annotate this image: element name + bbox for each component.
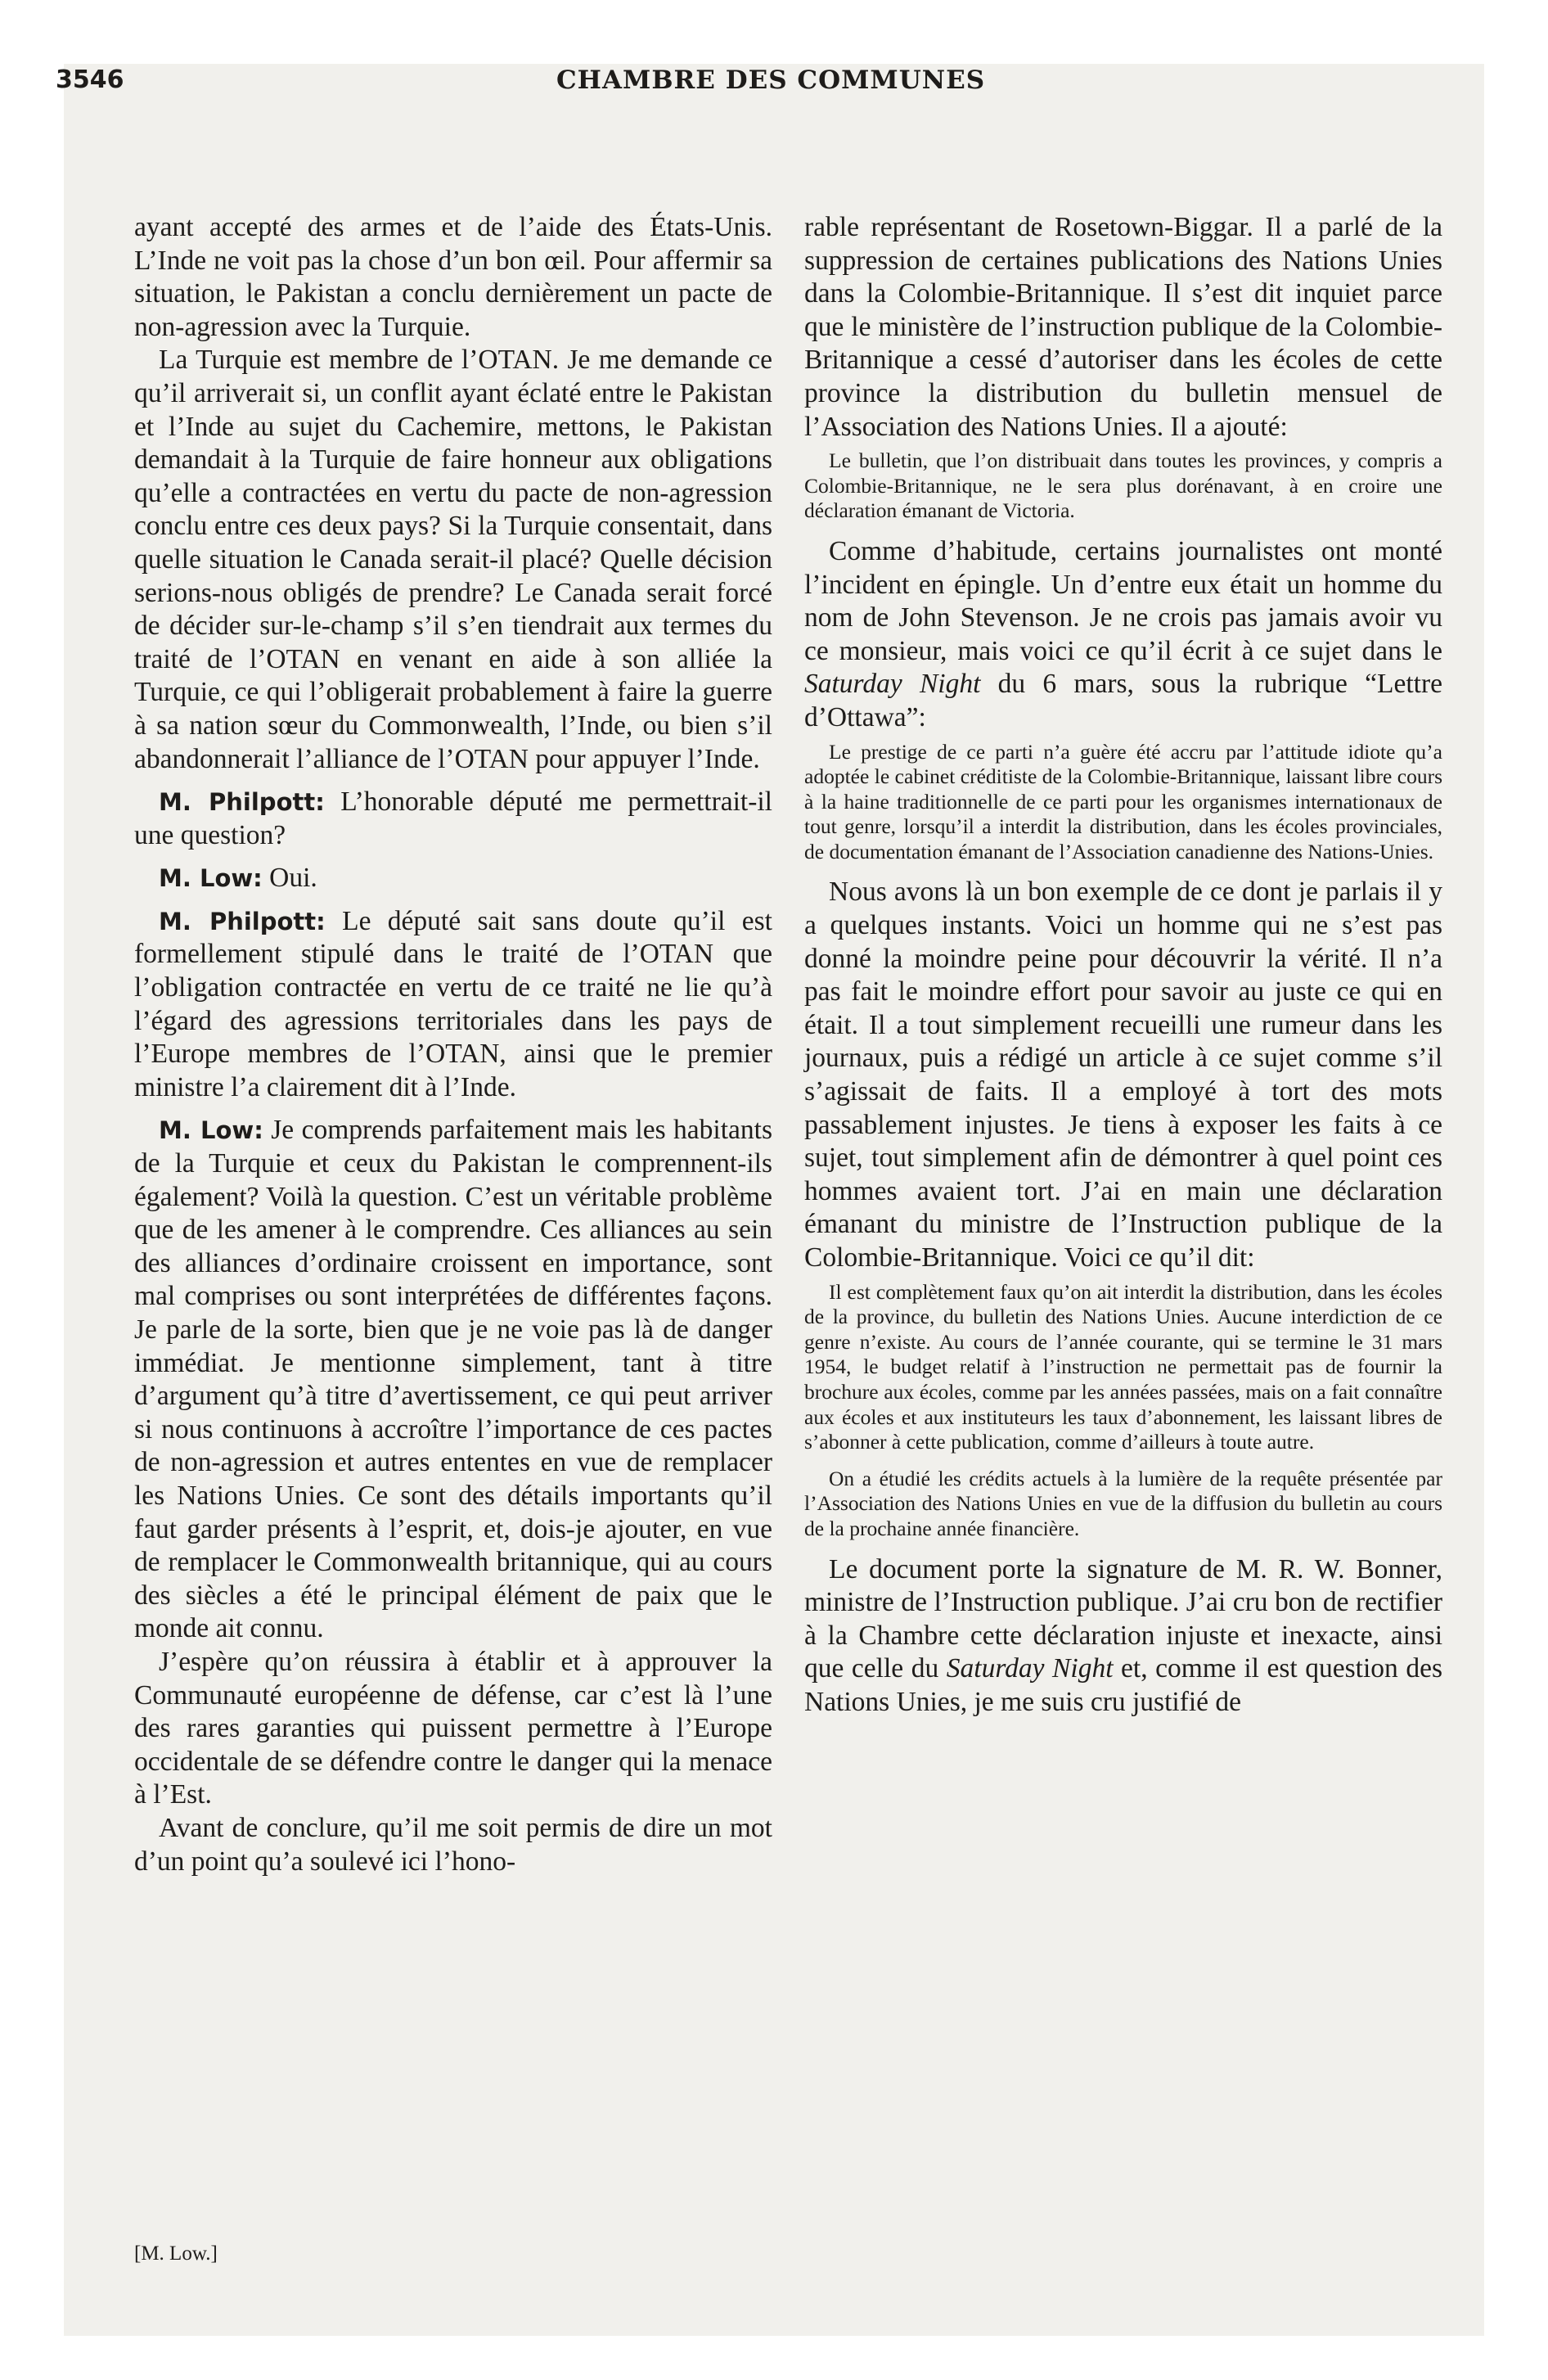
paragraph: [804, 535, 1442, 735]
paragraph-text: du 6 mars, sous la rubrique “Lettre d’Ottawa”:: [804, 669, 1442, 732]
quotation: On a étudié les crédits actuels à la lumière de la requête présentée par l’Association des Nations Unies en vue de la diffusion du bulletin au cours de la prochaine année financière.: [804, 1466, 1442, 1540]
publication-title: Saturday Night: [804, 669, 981, 700]
paragraph-text: Comme d’habitude, certains journalistes ont monté l’incident en épingle. Un d’entre eux était un homme du nom de John Stevenson. Je ne crois pas jamais avoir vu ce monsieur, mais voici ce qu’il écrit à ce sujet dans le: [804, 535, 1442, 666]
running-title: CHAMBRE DES COMMUNES: [556, 65, 986, 95]
quotation: Le bulletin, que l’on distribuait dans toutes les provinces, y compris a Colombie-Britannique, ne le sera plus dorénavant, à en croire une déclaration émanant de Victoria.: [804, 449, 1442, 523]
paragraph: ayant accepté des armes et de l’aide des États-Unis. L’Inde ne voit pas la chose d’un bon œil. Pour affermir sa situation, le Pakistan a conclu dernièrement un pacte de non-agression avec la Turquie.: [134, 212, 772, 342]
quotation: Le prestige de ce parti n’a guère été accru par l’attitude idiote qu’a adoptée le cabinet créditiste de la Colombie-Britannique, laissant libre cours à la haine traditionnelle de ce parti pour les organismes internationaux de tout genre, lorsqu’il a interdit la distribution, dans les écoles provinciales, de documentation émanant de l’Association canadienne des Nations-Unies.: [804, 739, 1442, 863]
quotation: Il est complètement faux qu’on ait interdit la distribution, dans les écoles de la province, du bulletin des Nations Unies. Aucune interdiction de ce genre n’existe. Au cours de l’année courante, qui se termine le 31 mars 1954, le budget relatif à l’instruction ne permettait pas de fournir la brochure aux écoles, comme par les années passées, mais on a fait connaître aux écoles et aux instituteurs les taux d’abonnement, les laissant libres de s’abonner à cette publication, comme d’ailleurs à toute autre.: [804, 1279, 1442, 1454]
paragraph: [134, 1114, 772, 1646]
speech-text: L’honorable député me permettrait-il une question?: [134, 787, 772, 850]
speaker-name: M. Low:: [159, 1116, 263, 1145]
speech-text: Le député sait sans doute qu’il est formellement stipulé dans le traité de l’OTAN que l’obligation contractée en vertu de ce traité ne lie qu’à l’égard des agressions territoriales dans les pays de l’Europe membres de l’OTAN, ainsi que le premier ministre l’a clairement dit à l’Inde.: [134, 905, 772, 1102]
paragraph: La Turquie est membre de l’OTAN. Je me demande ce qu’il arriverait si, un conflit ayant éclaté entre le Pakistan et l’Inde au sujet du Cachemire, mettons, le Pakistan demandait à la Turquie de faire honneur aux obligations qu’elle a contractées en vertu du pacte de non-agression conclu entre ces deux pays? Si la Turquie consentait, dans quelle situation le Canada serait-il placé? Quelle décision serions-nous obligés de prendre? Le Canada serait forcé de décider sur-le-champ s’il s’en tiendrait aux termes du traité de l’OTAN en venant en aide à son alliée la Turquie, ce qui l’obligerait probablement à faire la guerre à sa nation sœur du Commonwealth, l’Inde, ou bien s’il abandonnerait l’alliance de l’OTAN pour appuyer l’Inde.: [134, 345, 772, 774]
speech-text: Oui.: [262, 863, 317, 894]
paragraph: [134, 905, 772, 1105]
paragraph: rable représentant de Rosetown-Biggar. Il a parlé de la suppression de certaines publications des Nations Unies dans la Colombie-Britannique. Il s’est dit inquiet parce que le ministère de l’instruction publique de la Colombie-Britannique a cessé d’autoriser dans les écoles de cette province la distribution du bulletin mensuel de l’Association des Nations Unies. Il a ajouté:: [804, 212, 1442, 442]
paragraph: [134, 862, 772, 895]
paragraph: J’espère qu’on réussira à établir et à approuver la Communauté européenne de défense, car c’est là l’une des rares garanties qui puissent permettre à l’Europe occidentale de se défendre contre le danger qui la menace à l’Est.: [134, 1646, 772, 1810]
speech-text: Je comprends parfaitement mais les habitants de la Turquie et ceux du Pakistan le comprennent-ils également? Voilà la question. C’est un véritable problème que de les amener à le comprendre. Ces alliances au sein des alliances d’ordinaire croissent en importance, sont mal comprises ou sont interprétées de différentes façons. Je parle de la sorte, bien que je ne voie pas là de danger immédiat. Je mentionne simplement, tant à titre d’argument qu’à titre d’avertissement, ce qui peut arriver si nous continuons à accroître l’importance de ces pactes de non-agression et autres ententes en vue de remplacer les Nations Unies. Ce sont des détails importants qu’il faut garder présents à l’esprit, et, dois-je ajouter, en vue de remplacer le Commonwealth britannique, qui au cours des siècles a été le principal élément de paix que le monde ait connu.: [134, 1115, 773, 1644]
publication-title: Saturday Night: [946, 1653, 1114, 1684]
speaker-reference: [M. Low.]: [134, 2243, 218, 2265]
paragraph-text: Le document porte la signature de M. R. W. Bonner, ministre de l’Instruction publique. J’ai cru bon de rectifier à la Chambre cette déclaration injuste et inexacte, ainsi que celle du: [804, 1553, 1442, 1684]
paragraph: [134, 786, 772, 852]
speaker-name: M. Philpott:: [159, 907, 326, 935]
speaker-name: M. Philpott:: [159, 788, 325, 817]
page-number: 3546: [56, 65, 124, 94]
left-column: [134, 211, 772, 1878]
paragraph-text: et, comme il est question des Nations Unies, je me suis cru justifié de: [804, 1653, 1442, 1717]
right-column: [804, 211, 1442, 1720]
paragraph: Nous avons là un bon exemple de ce dont je parlais il y a quelques instants. Voici un homme qui ne s’est pas donné la moindre peine pour découvrir la vérité. Il n’a pas fait le moindre effort pour savoir au juste ce qui en était. Il a tout simplement recueilli une rumeur dans les journaux, puis a rédigé un article à ce sujet comme s’il s’agissait de faits. Il a employé à tort des mots passablement injustes. Je tiens à exposer les faits à ce sujet, tout simplement afin de démontrer à quel point ces hommes avaient tort. J’ai en main une déclaration émanant du ministre de l’Instruction publique de la Colombie-Britannique. Voici ce qu’il dit:: [804, 877, 1442, 1273]
speaker-name: M. Low:: [159, 864, 263, 893]
paragraph: Avant de conclure, qu’il me soit permis de dire un mot d’un point qu’a soulevé ici l’hono-: [134, 1812, 772, 1877]
paragraph: [804, 1553, 1442, 1720]
